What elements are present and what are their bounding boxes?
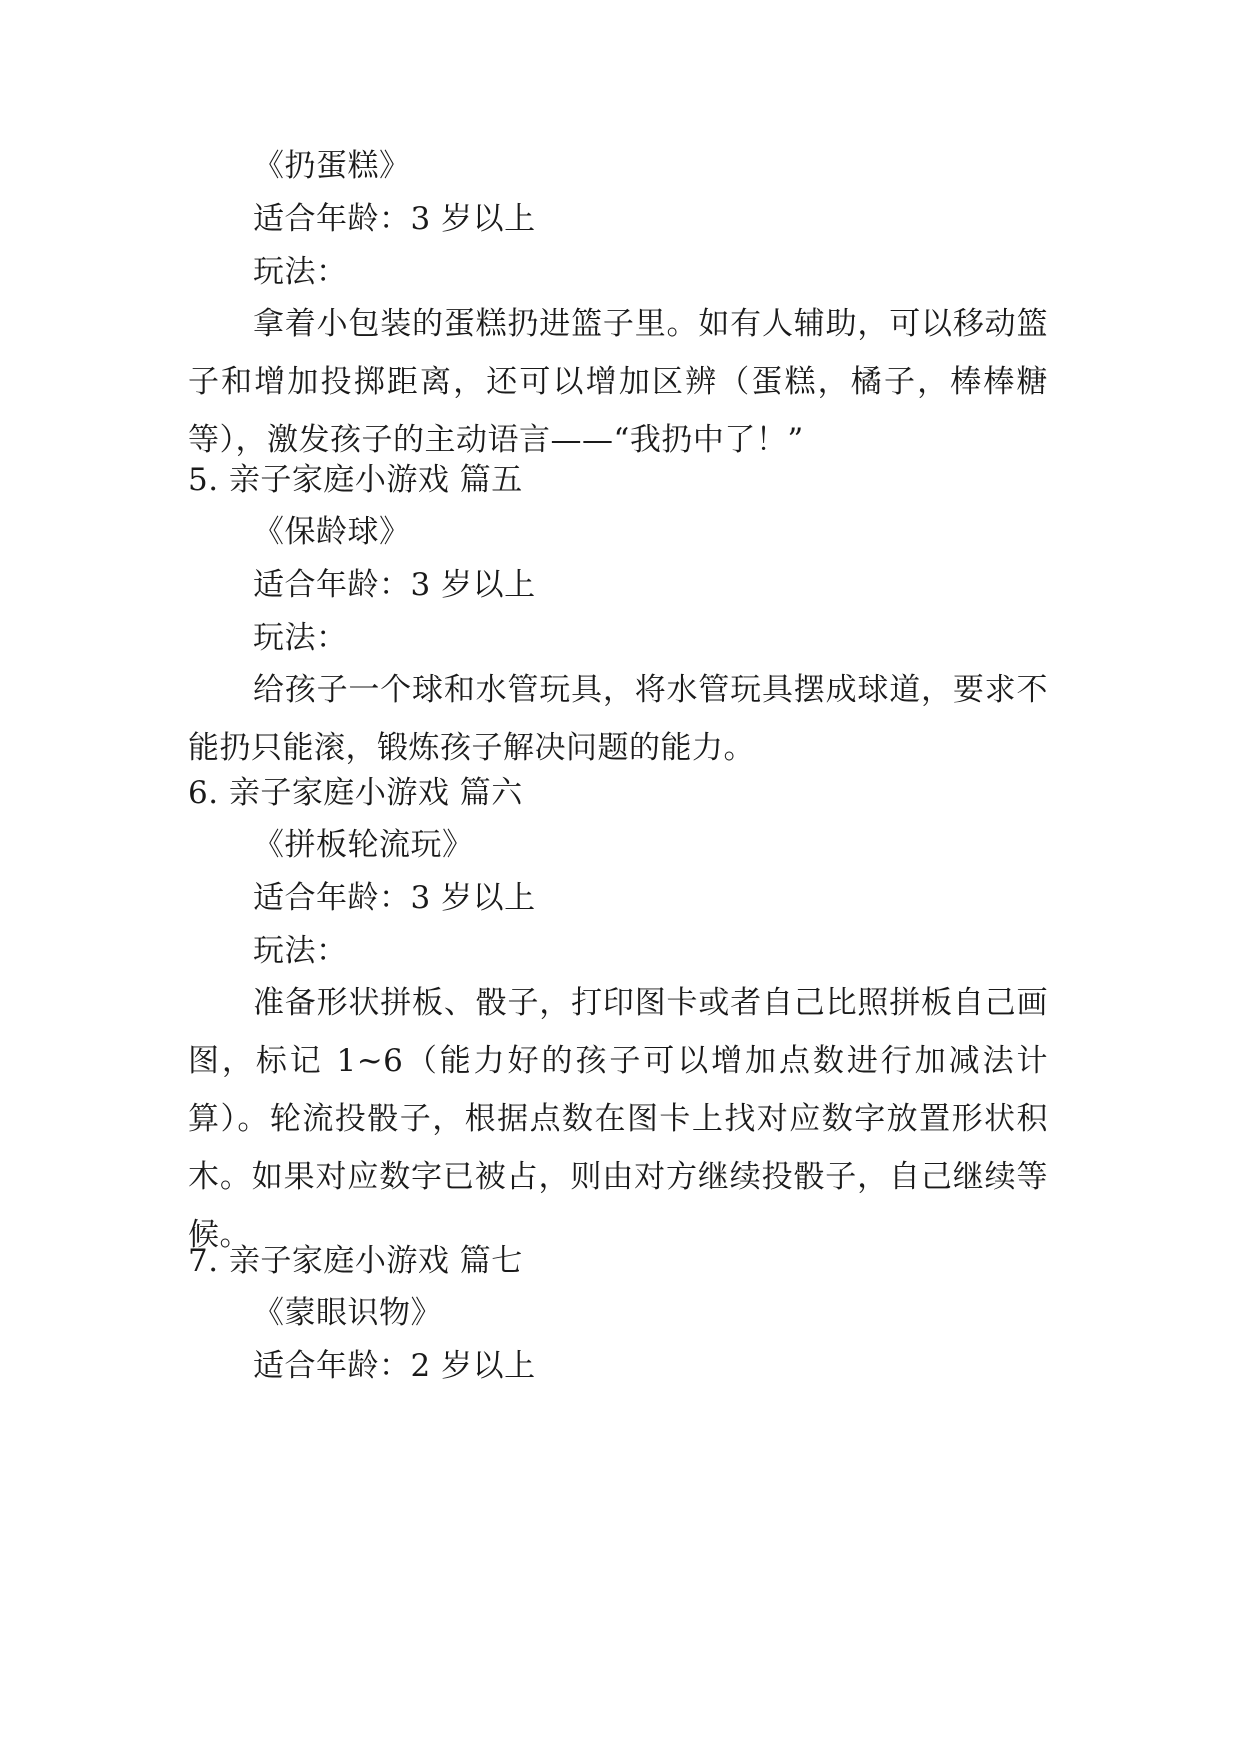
game-description: 准备形状拼板、骰子，打印图卡或者自己比照拼板自己画图，标记 1~6（能力好的孩子可以增加点数进行加减法计算）。轮流投骰子，根据点数在图卡上找对应数字放置形状积木。如果对应数字已被占，则由对方继续投骰子，自己继续等候。 (188, 985, 1048, 1253)
howto-label: 玩法： (253, 620, 348, 656)
section-heading: 7. 亲子家庭小游戏 篇七 (188, 1243, 523, 1279)
howto-label: 玩法： (253, 933, 348, 969)
game-description: 拿着小包装的蛋糕扔进篮子里。如有人辅助，可以移动篮子和增加投掷距离，还可以增加区辨（蛋糕，橘子，棒棒糖等），激发孩子的主动语言——“我扔中了！” (188, 306, 1048, 458)
game-description: 给孩子一个球和水管玩具，将水管玩具摆成球道，要求不能扔只能滚，锻炼孩子解决问题的能力。 (188, 672, 1048, 766)
howto-label: 玩法： (253, 254, 348, 290)
age-line: 适合年龄：3 岁以上 (253, 201, 536, 237)
section-heading: 6. 亲子家庭小游戏 篇六 (188, 775, 523, 811)
age-line: 适合年龄：3 岁以上 (253, 880, 536, 916)
game-title: 《蒙眼识物》 (253, 1295, 442, 1331)
age-line: 适合年龄：3 岁以上 (253, 567, 536, 603)
age-line: 适合年龄：2 岁以上 (253, 1348, 536, 1384)
game-title: 《拼板轮流玩》 (253, 827, 474, 863)
game-title: 《扔蛋糕》 (253, 148, 411, 184)
section-heading: 5. 亲子家庭小游戏 篇五 (188, 462, 523, 498)
game-title: 《保龄球》 (253, 514, 411, 550)
